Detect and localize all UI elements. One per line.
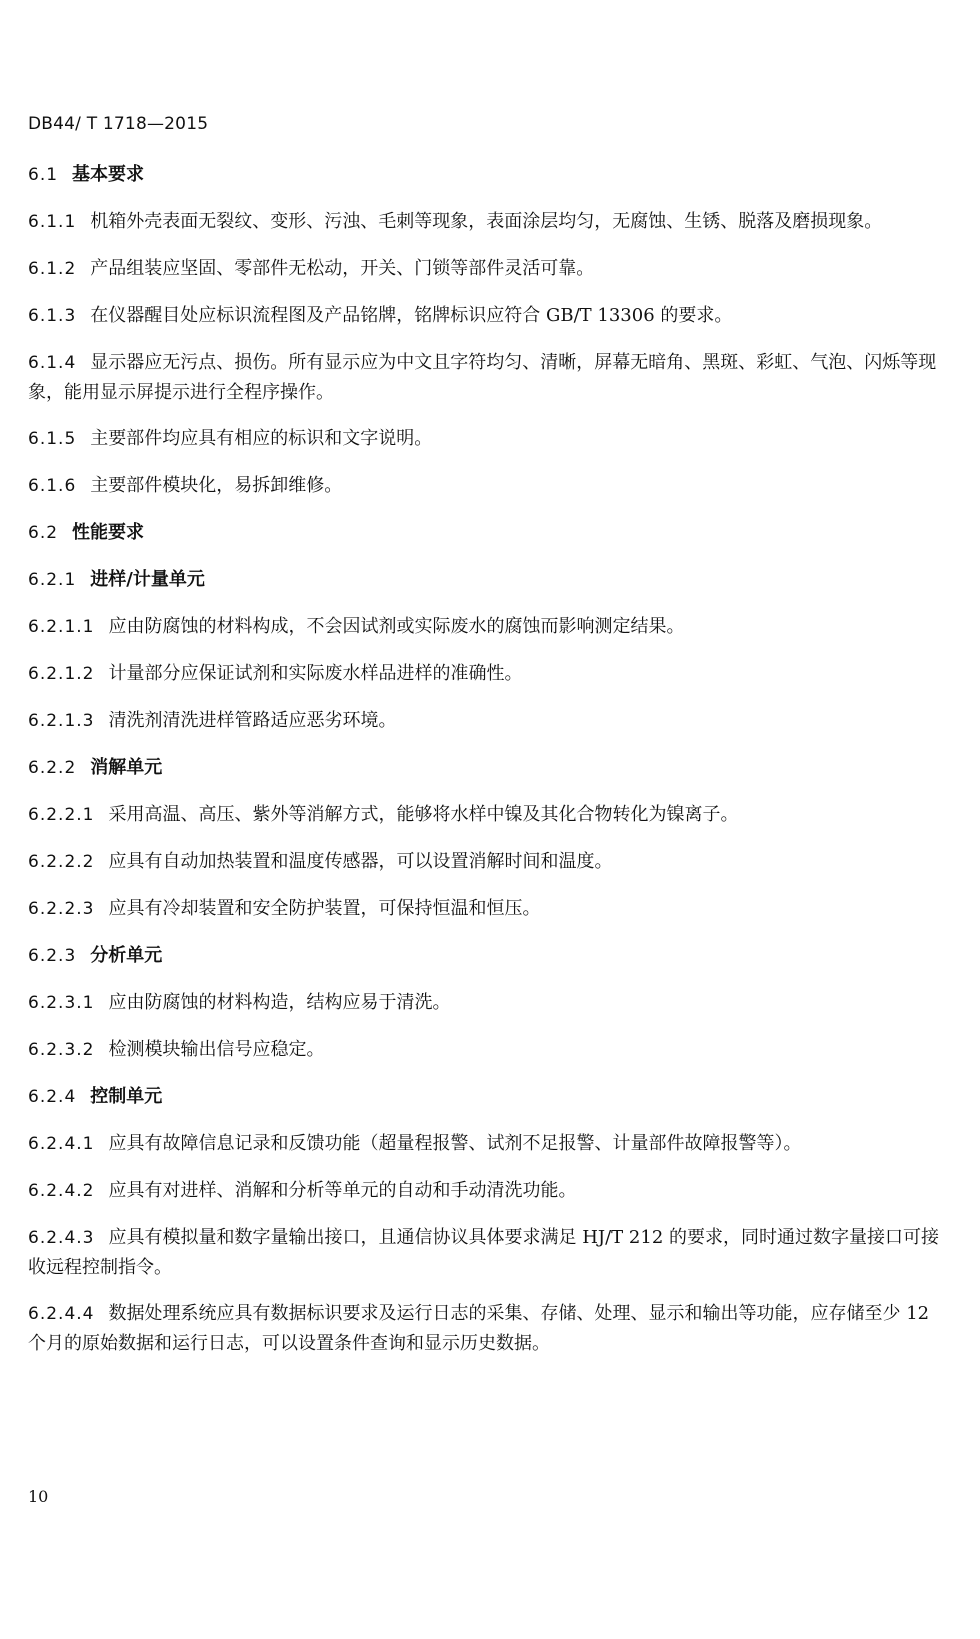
clause-paragraph (28, 1035, 948, 1065)
clause-number: 6.2.2.2 (28, 852, 95, 872)
clause-text: 清洗剂清洗进样管路适应恶劣环境。 (108, 710, 397, 731)
clause-number: 6.1.2 (28, 259, 77, 279)
section-title: 基本要求 (72, 164, 145, 185)
clause-text: 计量部分应保证试剂和实际废水样品进样的准确性。 (108, 663, 523, 684)
document-code-header: DB44/ T 1718—2015 (28, 114, 209, 134)
clause-paragraph (28, 894, 948, 924)
clause-number: 6.2.1.2 (28, 664, 95, 684)
clause-text: 应具有模拟量和数字量输出接口，且通信协议具体要求满足 HJ/T 212 的要求，同时通过数字量接口可接收远程控制指令。 (28, 1227, 939, 1278)
page-number: 10 (28, 1487, 49, 1506)
clause-number: 6.1.3 (28, 306, 77, 326)
document-body (28, 160, 948, 1375)
clause-paragraph (28, 1129, 948, 1159)
subsection-title: 消解单元 (90, 757, 163, 778)
clause-number: 6.1.1 (28, 212, 77, 232)
clause-text: 数据处理系统应具有数据标识要求及运行日志的采集、存储、处理、显示和输出等功能，应存储至少 12 个月的原始数据和运行日志，可以设置条件查询和显示历史数据。 (28, 1303, 930, 1354)
clause-text: 在仪器醒目处应标识流程图及产品铭牌，铭牌标识应符合 GB/T 13306 的要求。 (90, 305, 733, 326)
clause-paragraph (28, 471, 948, 501)
subsection-title: 控制单元 (90, 1086, 163, 1107)
subsection-heading (28, 941, 948, 971)
clause-text: 检测模块输出信号应稳定。 (108, 1039, 325, 1060)
clause-text: 采用高温、高压、紫外等消解方式，能够将水样中镍及其化合物转化为镍离子。 (108, 804, 739, 825)
clause-number: 6.2.1 (28, 570, 77, 590)
clause-number: 6.2 (28, 523, 59, 543)
clause-paragraph (28, 706, 948, 736)
clause-paragraph (28, 1176, 948, 1206)
clause-text: 应由防腐蚀的材料构成，不会因试剂或实际废水的腐蚀而影响测定结果。 (108, 616, 685, 637)
clause-number: 6.1.6 (28, 476, 77, 496)
clause-number: 6.2.4 (28, 1087, 77, 1107)
clause-text: 主要部件模块化，易拆卸维修。 (90, 475, 343, 496)
clause-paragraph (28, 1223, 948, 1282)
clause-text: 应由防腐蚀的材料构造，结构应易于清洗。 (108, 992, 451, 1013)
clause-number: 6.2.4.4 (28, 1304, 95, 1324)
clause-text: 应具有冷却装置和安全防护装置，可保持恒温和恒压。 (108, 898, 541, 919)
clause-text: 显示器应无污点、损伤。所有显示应为中文且字符均匀、清晰，屏幕无暗角、黑斑、彩虹、气泡、闪烁等现象，能用显示屏提示进行全程序操作。 (28, 352, 937, 403)
clause-paragraph (28, 301, 948, 331)
clause-number: 6.2.3.1 (28, 993, 95, 1013)
clause-text: 应具有自动加热装置和温度传感器，可以设置消解时间和温度。 (108, 851, 613, 872)
clause-number: 6.2.4.2 (28, 1181, 95, 1201)
clause-number: 6.2.1.3 (28, 711, 95, 731)
clause-paragraph (28, 207, 948, 237)
clause-number: 6.2.2 (28, 758, 77, 778)
clause-paragraph (28, 800, 948, 830)
subsection-title: 分析单元 (90, 945, 163, 966)
subsection-title: 进样/计量单元 (90, 569, 205, 590)
clause-number: 6.2.2.3 (28, 899, 95, 919)
clause-paragraph (28, 348, 948, 407)
section-heading (28, 518, 948, 548)
clause-text: 应具有对进样、消解和分析等单元的自动和手动清洗功能。 (108, 1180, 577, 1201)
clause-paragraph (28, 847, 948, 877)
clause-number: 6.2.1.1 (28, 617, 95, 637)
clause-paragraph (28, 1299, 948, 1358)
subsection-heading (28, 565, 948, 595)
clause-text: 产品组装应坚固、零部件无松动，开关、门锁等部件灵活可靠。 (90, 258, 595, 279)
section-heading (28, 160, 948, 190)
clause-number: 6.1.4 (28, 353, 77, 373)
clause-number: 6.2.3 (28, 946, 77, 966)
clause-paragraph (28, 424, 948, 454)
clause-number: 6.2.3.2 (28, 1040, 95, 1060)
clause-text: 主要部件均应具有相应的标识和文字说明。 (90, 428, 433, 449)
subsection-heading (28, 1082, 948, 1112)
clause-paragraph (28, 254, 948, 284)
clause-number: 6.1.5 (28, 429, 77, 449)
clause-number: 6.1 (28, 165, 59, 185)
clause-paragraph (28, 988, 948, 1018)
section-title: 性能要求 (72, 522, 145, 543)
clause-number: 6.2.4.3 (28, 1228, 95, 1248)
clause-number: 6.2.4.1 (28, 1134, 95, 1154)
subsection-heading (28, 753, 948, 783)
clause-text: 应具有故障信息记录和反馈功能（超量程报警、试剂不足报警、计量部件故障报警等）。 (108, 1133, 802, 1154)
clause-text: 机箱外壳表面无裂纹、变形、污浊、毛刺等现象，表面涂层均匀，无腐蚀、生锈、脱落及磨损现象。 (90, 211, 883, 232)
clause-number: 6.2.2.1 (28, 805, 95, 825)
clause-paragraph (28, 612, 948, 642)
clause-paragraph (28, 659, 948, 689)
